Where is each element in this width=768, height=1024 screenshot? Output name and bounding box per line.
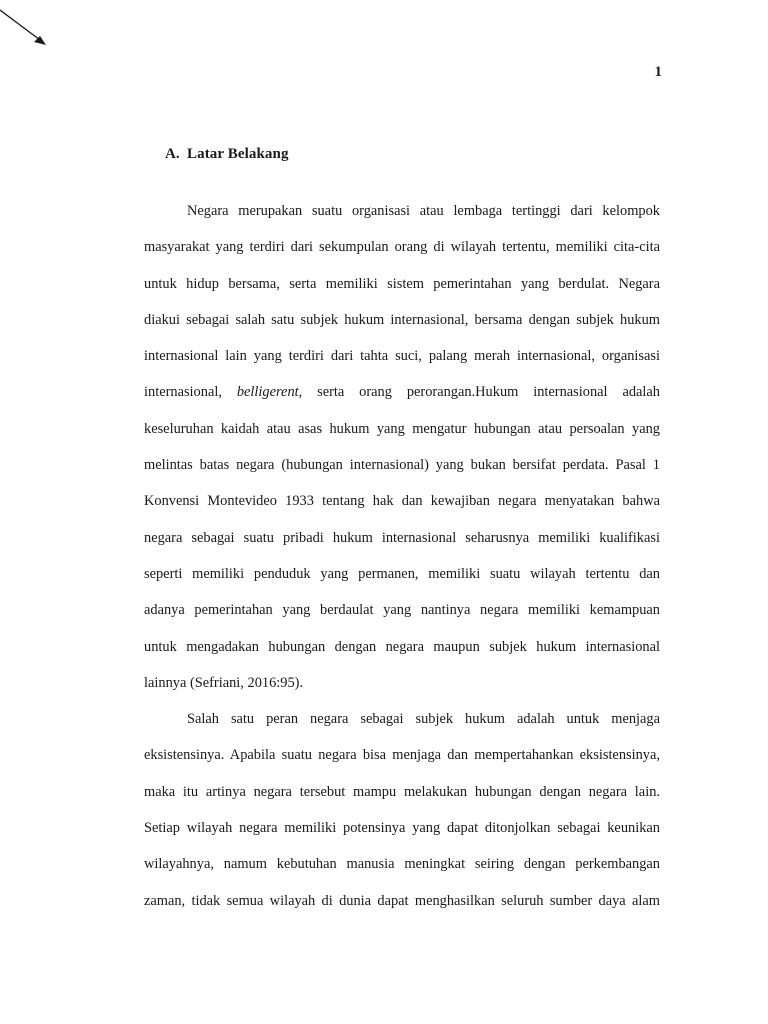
paragraph-line: eksistensinya. Apabila suatu negara bisa menjaga dan mempertahankan eksistensinya, bbox=[144, 747, 660, 764]
paragraph-line-with-italic bbox=[144, 374, 660, 410]
paragraph-line: maka itu artinya negara tersebut mampu melakukan hubungan dengan negara lain. bbox=[144, 783, 660, 800]
section-heading bbox=[165, 146, 289, 163]
paragraph-line: untuk mengadakan hubungan dengan negara maupun subjek hukum internasional bbox=[144, 638, 660, 655]
paragraph-line: adanya pemerintahan yang berdaulat yang nantinya negara memiliki kemampuan bbox=[144, 602, 660, 619]
paragraph-line: Salah satu peran negara sebagai subjek hukum adalah untuk menjaga bbox=[187, 711, 660, 728]
paragraph-line: negara sebagai suatu pribadi hukum internasional seharusnya memiliki kualifikasi bbox=[144, 529, 660, 546]
paragraph-line: melintas batas negara (hubungan internasional) yang bukan bersifat perdata. Pasal 1 bbox=[144, 457, 660, 474]
paragraph-line: Setiap wilayah negara memiliki potensinya yang dapat ditonjolkan sebagai keunikan bbox=[144, 820, 660, 837]
page-number: 1 bbox=[654, 64, 662, 80]
paragraph-line: masyarakat yang terdiri dari sekumpulan orang di wilayah tertentu, memiliki cita-cita bbox=[144, 239, 660, 256]
paragraph-line: seperti memiliki penduduk yang permanen, memiliki suatu wilayah tertentu dan bbox=[144, 565, 660, 582]
paragraph-line: Konvensi Montevideo 1933 tentang hak dan kewajiban negara menyatakan bahwa bbox=[144, 493, 660, 510]
cursor-arrow-icon bbox=[0, 0, 60, 60]
paragraph-line: zaman, tidak semua wilayah di dunia dapat menghasilkan seluruh sumber daya alam bbox=[144, 892, 660, 909]
paragraph-line: Negara merupakan suatu organisasi atau lembaga tertinggi dari kelompok bbox=[187, 203, 660, 219]
section-title: Latar Belakang bbox=[187, 146, 289, 162]
paragraph-line: diakui sebagai salah satu subjek hukum internasional, bersama dengan subjek hukum bbox=[144, 311, 660, 328]
paragraph-line: wilayahnya, namum kebutuhan manusia meningkat seiring dengan perkembangan bbox=[144, 856, 660, 873]
body-text bbox=[144, 193, 660, 919]
line-text-before: internasional, bbox=[144, 384, 237, 401]
paragraph-line: internasional lain yang terdiri dari tahta suci, palang merah internasional, organisasi bbox=[144, 348, 660, 365]
paragraph-line: keseluruhan kaidah atau asas hukum yang mengatur hubungan atau persoalan yang bbox=[144, 420, 660, 437]
line-text-after: , serta orang perorangan.Hukum internasional adalah bbox=[298, 384, 660, 401]
italic-term: belligerent bbox=[236, 384, 299, 401]
paragraph-line: lainnya (Sefriani, 2016:95). bbox=[144, 674, 304, 691]
section-marker: A. bbox=[165, 146, 180, 162]
paragraph-line: untuk hidup bersama, serta memiliki sistem pemerintahan yang berdulat. Negara bbox=[144, 275, 660, 292]
